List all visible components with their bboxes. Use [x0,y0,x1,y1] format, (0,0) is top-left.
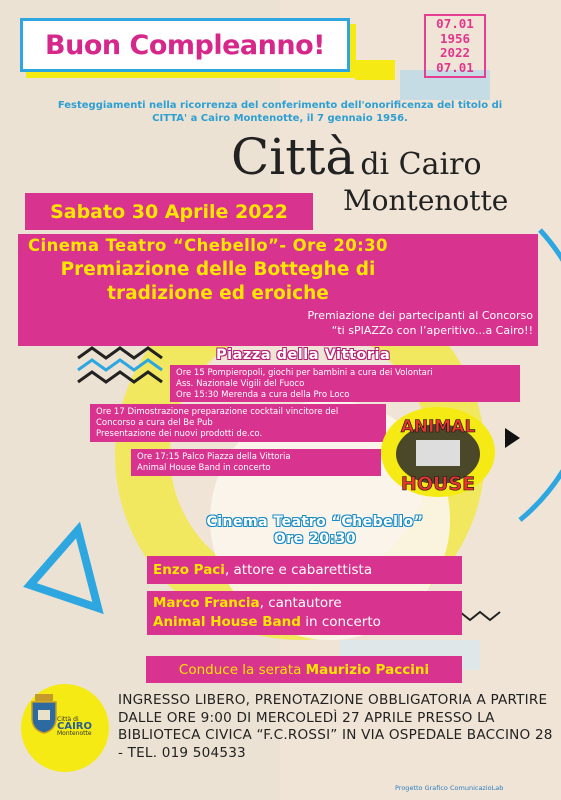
municipality-logo-small: Città di [57,716,79,723]
program-line: Ore 17 Dimostrazione preparazione cocktail vincitore del [96,407,339,417]
municipality-logo-big: CAIRO [57,721,92,732]
design-credit: Progetto Grafico ComunicazioLab [395,784,504,792]
program-line: Animal House Band in concerto [137,463,271,473]
city-subtitle: Montenotte [343,184,509,217]
date-stamp-line: 2022 [439,45,471,60]
program-line: Ass. Nazionale Vigili del Fuoco [176,379,305,389]
municipality-logo-text [57,716,92,737]
headline-box [20,18,350,72]
municipality-logo-sub: Montenotte [57,730,92,737]
program-line: Concorso a cura del Be Pub [96,418,213,428]
headline: Buon Compleanno! [45,29,325,61]
date-stamp-line: 07.01 [436,59,474,75]
host-card [146,656,462,683]
city-title-main: Città [231,128,356,186]
evening-venue-time: Ore 20:30 [273,531,357,547]
piazza-heading: Piazza della Vittoria [216,347,391,363]
program-line: Ore 17:15 Palco Piazza della Vittoria [137,452,291,462]
date-stamp [424,14,486,78]
host-label: Conduce la serata [178,661,302,678]
program-line: Ore 15 Pompieropoli, giochi per bambini a cura dei Volontari [176,368,433,378]
coat-of-arms-icon [29,694,59,734]
program-box [131,449,381,476]
animal-house-logo-text: HOUSE [400,473,476,495]
performer-role: , cantautore [259,595,342,611]
program-line: Ore 15:30 Merenda a cura della Pro Loco [176,390,350,400]
evening-venue [150,514,480,548]
performer-role: in concerto [300,614,381,630]
award-description-line: “ti sPIAZZo con l’aperitivo...a Cairo!! [331,324,533,337]
city-title [231,130,482,184]
animal-house-logo [378,402,498,500]
city-title-di: di Cairo [360,147,482,182]
intro-text: Festeggiamenti nella ricorrenza del conferimento dell'onorificenza del titolo di CITTA' a Cairo Montenotte, il 7 gennaio 1956. [57,100,503,124]
date-stamp-line: 07.01 [436,16,474,31]
performer-card [147,556,462,584]
program-line: Presentazione dei nuovi prodotti de.co. [96,429,263,439]
program-box [90,404,386,442]
date-stamp-line: 1956 [439,30,471,46]
venue-heading: Cinema Teatro “Chebello”- Ore 20:30 [28,236,388,255]
performer-role: , attore e cabarettista [224,562,373,578]
host-name: Maurizio Paccini [305,661,430,678]
program-box [170,365,520,402]
event-date-band [25,193,313,230]
award-description-line: Premiazione dei partecipanti al Concorso [307,309,533,322]
performer-name: Animal House Band [153,614,301,630]
registration-info: INGRESSO LIBERO, PRENOTAZIONE OBBLIGATORIA A PARTIRE DALLE ORE 9:00 DI MERCOLEDÌ 27 APRILE PRESSO LA BIBLIOTECA CIVICA “F.C.ROSSI” IN VIA OSPEDALE BACCINO 28 - TEL. 019 504533 [118,692,553,761]
performer-name: Enzo Paci [153,562,225,578]
animal-house-logo-text: ANIMAL [400,417,476,437]
award-title: Premiazione delle Botteghe di tradizione ed eroiche [60,259,376,304]
evening-venue-name: Cinema Teatro “Chebello” [206,514,424,530]
performer-name: Marco Francia [153,595,260,611]
award-description [228,308,533,338]
performer-card [147,591,462,635]
event-date: Sabato 30 Aprile 2022 [50,200,288,223]
